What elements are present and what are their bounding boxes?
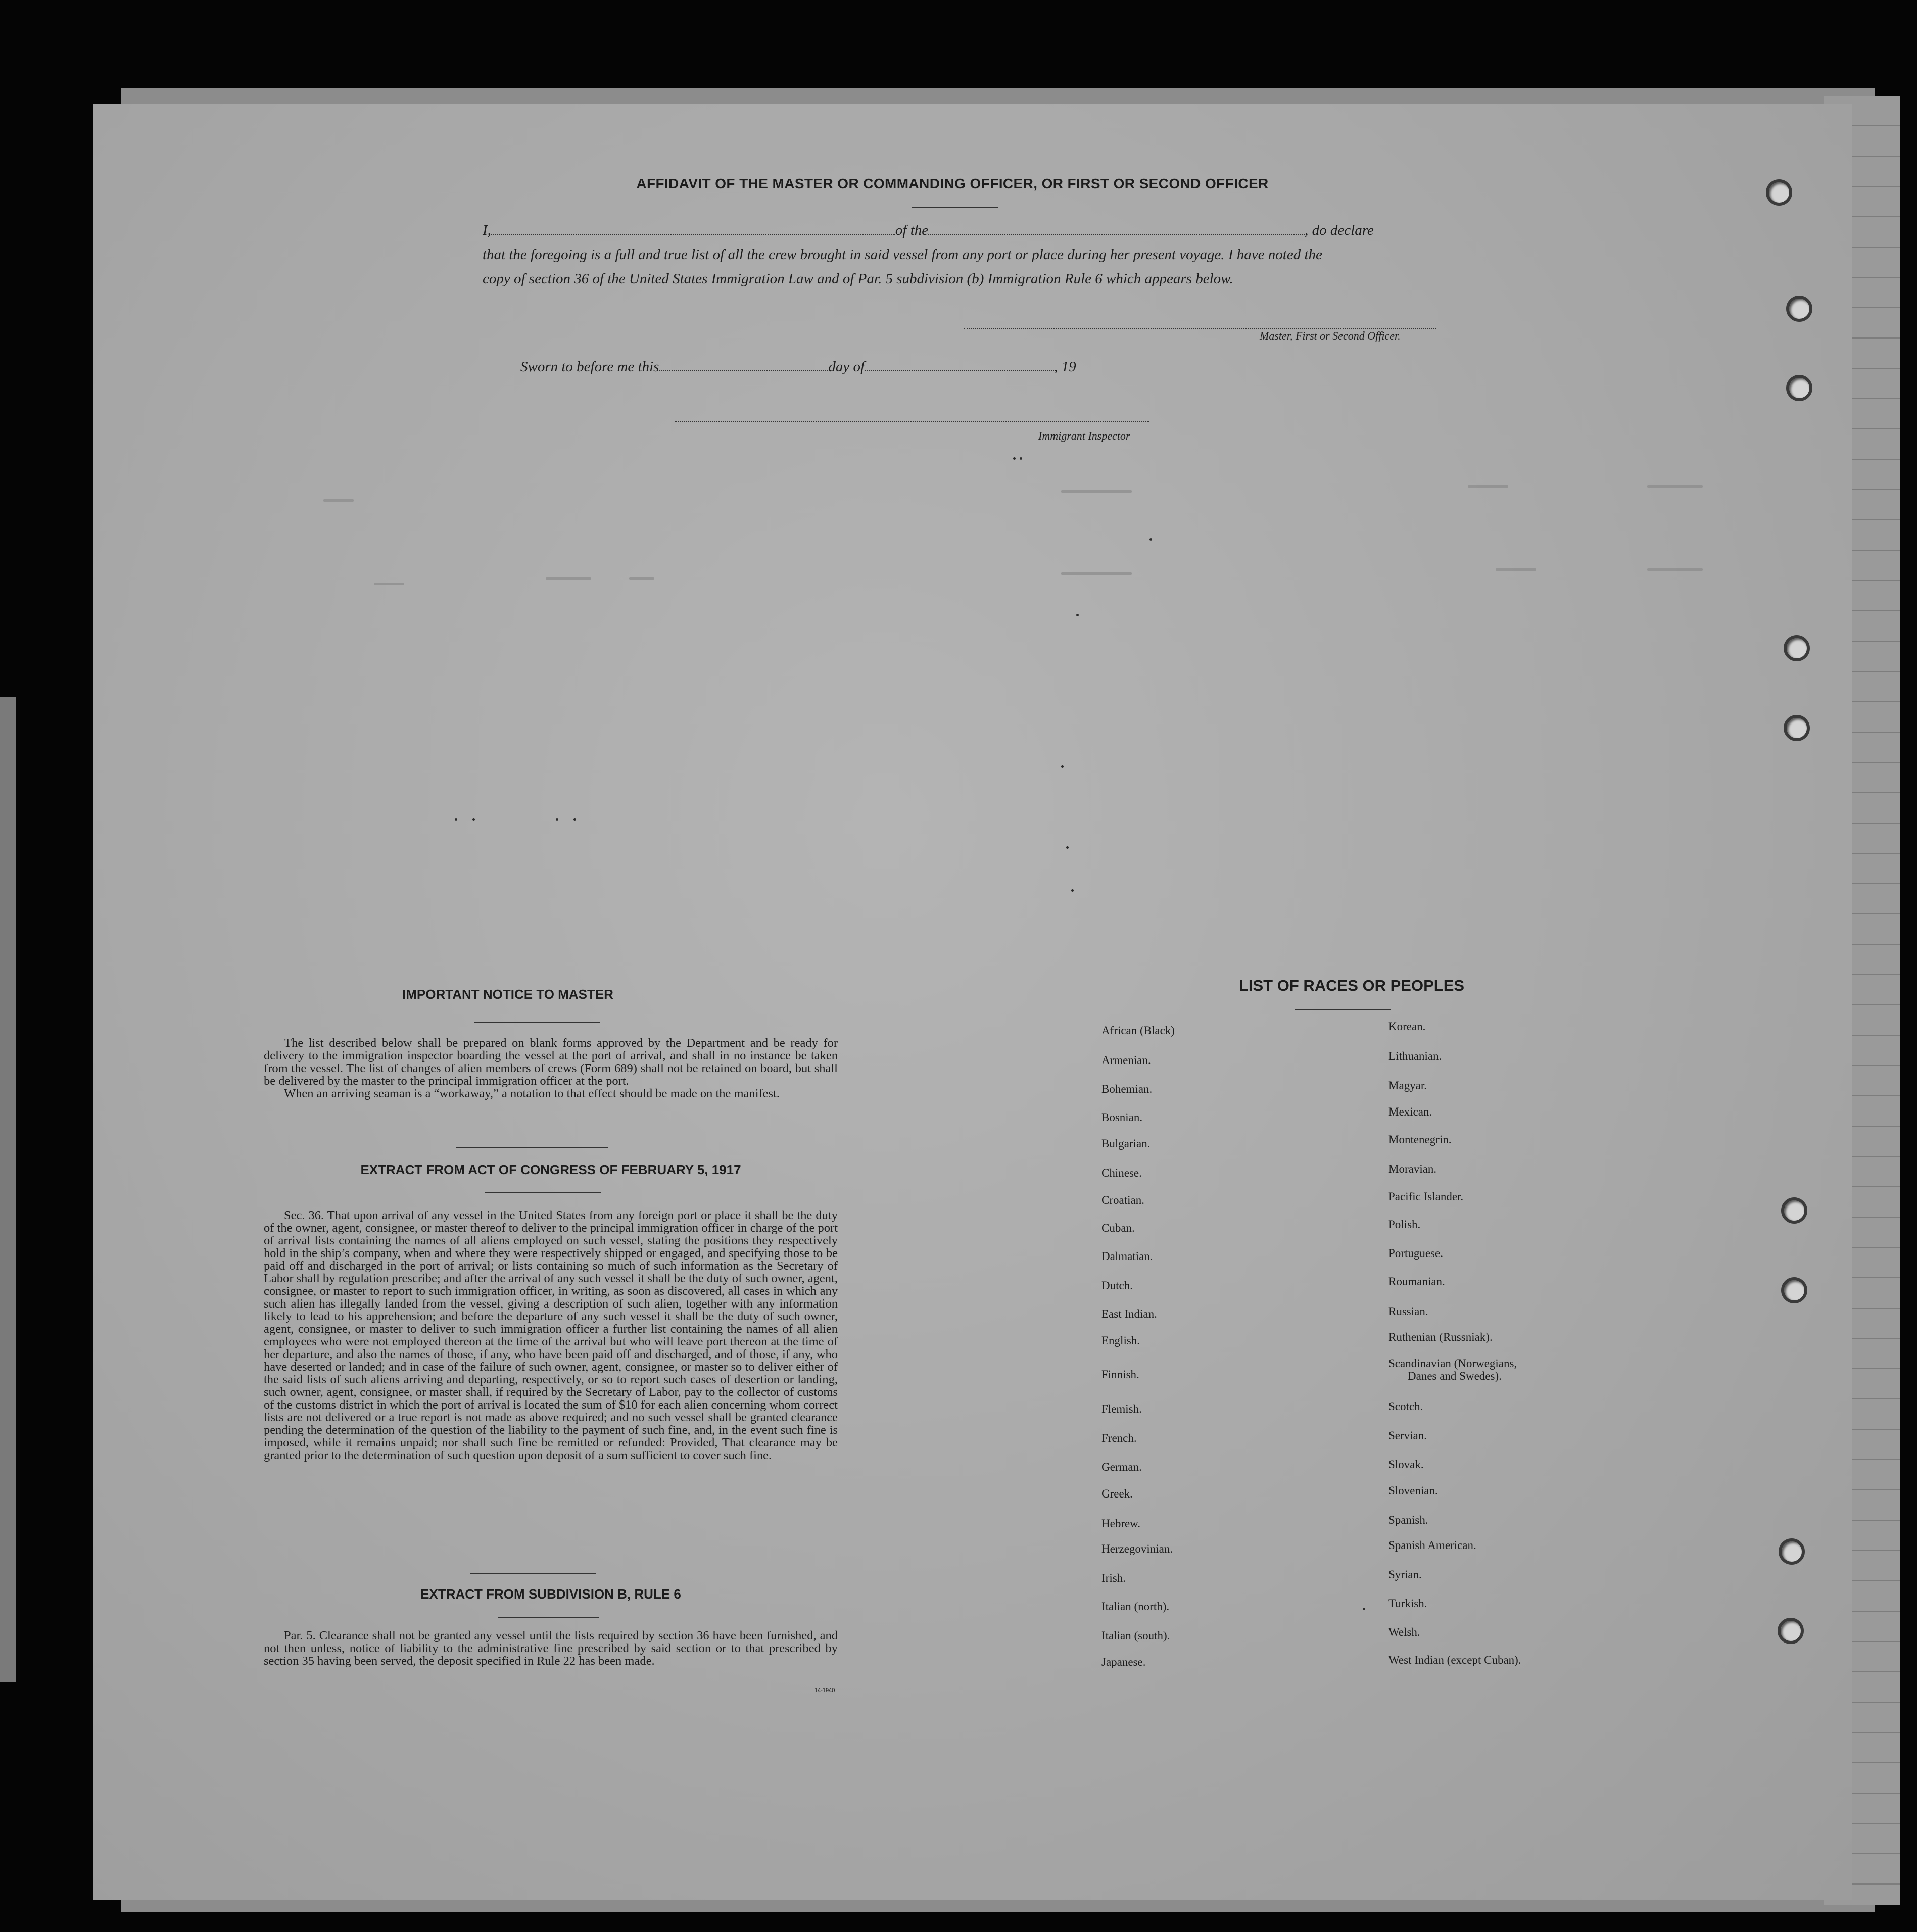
race-left-item: Japanese. [1101,1656,1146,1668]
speck [1061,765,1064,768]
punch-hole-icon [1778,1618,1804,1644]
speck [1149,538,1152,541]
race-left-item: Greek. [1101,1487,1133,1500]
section-36-text: Sec. 36. That upon arrival of any vessel in the United States from any foreign port or place it shall be the duty of the owner, agent, consignee, or master thereof to deliver to the principal immigration officer in charge of the port of arrival lists containing the names of all aliens employed on such vessel, stating the positions they respectively hold in the ship’s company, when and where they were respectively shipped or engaged, and specifying those to be paid off and discharged in the port of arrival; or lists containing so much of such information as the Secretary of Labor shall by regulation prescribe; and after the arrival of any such vessel it shall be the duty of such owner, agent, consignee, or master to report to such immigration officer, in writing, as soon as discovered, all cases in which any such alien has illegally landed from the vessel, giving a description of such alien, together with any information likely to lead to his apprehension; and before the departure of any such vessel it shall be the duty of such owner, agent, consignee, or master to deliver to such immigration officer a further list containing the names of all alien employees who were not employed thereon at the time of the arrival but who will leave port thereon at the time of her departure, and also the names of those, if any, who have been paid off and discharged, and of those, if any, who have deserted or landed; and in case of the failure of such owner, agent, consignee, or master so to deliver either of the said lists of such aliens arriving and departing, respectively, or so to report such cases of desertion or landing, such owner, agent, consignee, or master shall, if required by the Secretary of Labor, pay to the collector of customs of the customs district in which the port of arrival is located the sum of $10 for each alien concerning whom correct lists are not delivered or a true report is not made as above required; and no such vessel shall be granted clearance pending the determination of the question of the liability to the payment of such fine, and, in the event such fine is imposed, while it remains unpaid; nor shall such fine be remitted or refunded: Provided, That clearance may be granted prior to the determination of such question upon deposit of a sum sufficient to cover such fine. [264,1209,838,1462]
race-left-item: Bosnian. [1101,1111,1143,1124]
race-right-item: Ruthenian (Russniak). [1388,1331,1493,1343]
race-right-item: Scotch. [1388,1400,1423,1413]
race-right-item: Montenegrin. [1388,1133,1452,1146]
speck [573,818,576,821]
race-right-item: Spanish. [1388,1514,1428,1526]
speck [1071,889,1074,892]
race-right-item: Moravian. [1388,1163,1437,1175]
race-right-item: Mexican. [1388,1105,1432,1118]
speck [556,818,558,821]
race-left-item: Hebrew. [1101,1517,1141,1530]
race-right-item: Korean. [1388,1020,1426,1033]
bleed-through-mark [1468,485,1508,488]
sworn-month-blank [865,363,1054,371]
notice-text [264,1037,838,1100]
race-left-item: Bulgarian. [1101,1137,1151,1150]
rule-extract-text [264,1629,838,1667]
bleed-through-mark [629,577,654,580]
race-right-item: Roumanian. [1388,1275,1445,1288]
race-right-item: Magyar. [1388,1079,1427,1092]
form-number: 14-1940 [814,1687,835,1694]
section-divider [456,1147,608,1148]
rule-extract-title: EXTRACT FROM SUBDIVISION B, RULE 6 [420,1586,681,1602]
race-right-item: Slovenian. [1388,1484,1438,1497]
races-title: LIST OF RACES OR PEOPLES [1238,977,1465,994]
race-right-item: Welsh. [1388,1626,1420,1638]
speck [472,818,475,821]
speck [1363,1608,1365,1610]
act-extract-text [264,1209,838,1462]
affidavit-line-2: that the foregoing is a full and true list of all the crew brought in said vessel from any port or place during her present voyage. I have noted the [483,247,1322,263]
race-left-item: Chinese. [1101,1167,1142,1179]
race-left-item: Bohemian. [1101,1083,1153,1095]
race-left-item: Finnish. [1101,1368,1139,1381]
sworn-day-of: day of [828,359,865,375]
race-right-item: Pacific Islander. [1388,1190,1464,1203]
section-divider [470,1573,596,1574]
bleed-through-mark [1061,490,1132,493]
punch-hole-icon [1786,375,1812,401]
race-right-item: Lithuanian. [1388,1050,1442,1062]
race-left-item: Cuban. [1101,1222,1135,1234]
title-underline [912,207,998,208]
race-left-item: Italian (north). [1101,1600,1170,1613]
affidavit-line-3: copy of section 36 of the United States Immigration Law and of Par. 5 subdivision (b) Immigration Rule 6 which appears below. [483,271,1233,287]
punch-hole-icon [1784,635,1810,661]
sworn-statement [520,359,1076,375]
affidavit-title: AFFIDAVIT OF THE MASTER OR COMMANDING OFFICER, OR FIRST OR SECOND OFFICER [636,176,1269,191]
speck [1076,614,1079,616]
bleed-through-mark [1496,568,1536,571]
race-left-item: English. [1101,1334,1140,1347]
speck [1020,457,1022,460]
punch-hole-icon [1786,296,1812,322]
name-blank [491,227,895,235]
affidavit-line-1 [483,218,1443,243]
sworn-year: , 19 [1054,359,1076,375]
punch-hole-icon [1779,1538,1805,1565]
rule-extract-underline [498,1617,599,1618]
race-right-item: West Indian (except Cuban). [1388,1654,1521,1666]
speck [455,818,457,821]
bleed-through-mark [1647,568,1703,571]
race-left-item: Croatian. [1101,1194,1144,1206]
race-right-item: Servian. [1388,1429,1427,1442]
race-left-item: Dalmatian. [1101,1250,1153,1263]
affidavit-do-declare: , do declare [1305,222,1374,238]
race-right-item: Scandinavian (Norwegians, [1388,1357,1517,1370]
race-right-item: Syrian. [1388,1568,1422,1581]
rule-6-text: Par. 5. Clearance shall not be granted any vessel until the lists required by section 36 have been furnished, and not then unless, notice of liability to the administrative fine prescribed by said section or to that prescribed by section 35 having been served, the deposit specified in Rule 22 has been made. [264,1629,838,1668]
notice-underline [474,1022,600,1023]
bleed-through-mark [323,499,354,502]
race-left-item: Dutch. [1101,1279,1133,1292]
race-left-item: Herzegovinian. [1101,1542,1173,1555]
punch-hole-icon [1766,179,1792,206]
race-right-item: Russian. [1388,1305,1428,1318]
speck [1066,846,1069,849]
master-signature-caption: Master, First or Second Officer. [1260,329,1401,342]
notice-paragraph: The list described below shall be prepared on blank forms approved by the Department and be ready for delivery to the immigration inspector boarding the vessel at the port of arrival, and shall in no instance be taken from the vessel. The list of changes of alien members of crews (Form 689) shall not be retained on board, but shall be delivered by the master to the principal immigration officer at the port. [264,1036,838,1088]
race-right-item: Slovak. [1388,1458,1424,1471]
race-left-item: Irish. [1101,1572,1126,1584]
inspector-signature-line [675,421,1149,422]
bleed-through-mark [546,577,591,580]
race-left-item: African (Black) [1101,1024,1175,1037]
affidavit-body [483,218,1443,291]
race-left-item: East Indian. [1101,1308,1157,1320]
race-left-item: German. [1101,1461,1142,1473]
punch-hole-icon [1784,715,1810,741]
punch-hole-icon [1781,1197,1807,1224]
film-edge-left [0,697,16,1682]
speck [1013,457,1016,460]
inspector-caption: Immigrant Inspector [1038,429,1130,442]
race-left-item: Armenian. [1101,1054,1151,1067]
bleed-through-mark [1061,572,1132,575]
race-right-item: Spanish American. [1388,1539,1476,1552]
sworn-prefix: Sworn to before me this [520,359,659,375]
race-right-item: Turkish. [1388,1597,1427,1610]
race-right-item: Portuguese. [1388,1247,1443,1260]
act-extract-title: EXTRACT FROM ACT OF CONGRESS OF FEBRUARY 5, 1917 [360,1162,741,1177]
bleed-through-mark [374,583,404,585]
race-right-item: Danes and Swedes). [1408,1370,1502,1382]
race-left-item: Flemish. [1101,1403,1142,1415]
race-right-item: Polish. [1388,1218,1421,1231]
race-left-item: French. [1101,1432,1137,1444]
notice-title: IMPORTANT NOTICE TO MASTER [402,987,613,1002]
sworn-date-blank [659,363,828,371]
vessel-blank [928,227,1305,235]
races-underline [1295,1009,1391,1010]
punch-hole-icon [1781,1277,1807,1303]
affidavit-of-the: of the [895,222,929,238]
race-left-item: Italian (south). [1101,1629,1170,1642]
affidavit-i: I, [483,222,491,238]
act-extract-underline [485,1192,601,1193]
bleed-through-mark [1647,485,1703,488]
notice-paragraph: When an arriving seaman is a “workaway,” a notation to that effect should be made on the manifest. [284,1087,780,1100]
